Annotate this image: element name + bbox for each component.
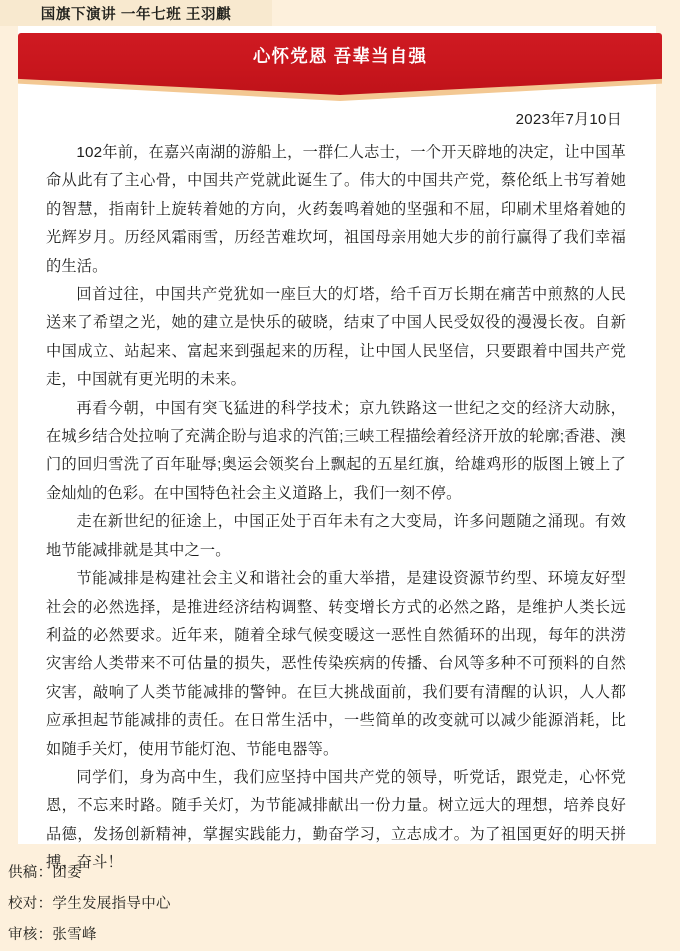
- article-body: [18, 108, 656, 878]
- credit-reviewer: 审核：张雪峰: [8, 927, 97, 943]
- banner-title-text: 心怀党恩 吾辈当自强: [252, 46, 428, 66]
- article-paragraph: 再看今朝，中国有突飞猛进的科学技术；京九铁路这一世纪之交的经济大动脉，在城乡结合处拉响了充满企盼与追求的汽笛;三峡工程描绘着经济开放的轮廓;香港、澳门的回归雪洗了百年耻辱;奥运会领奖台上飘起的五星红旗，给雄鸡形的版图上镀上了金灿灿的色彩。在中国特色社会主义道路上，我们一刻不停。: [46, 399, 626, 502]
- credit-contributor: 供稿：团委: [8, 865, 82, 881]
- article-paragraph: 节能减排是构建社会主义和谐社会的重大举措，是建设资源节约型、环境友好型社会的必然选择，是推进经济结构调整、转变增长方式的必然之路，是维护人类长远利益的必然要求。近年来，随着全球气候变暖这一恶性自然循环的出现，每年的洪涝灾害给人类带来不可估量的损失，恶性传染疾病的传播、台风等多种不可预料的自然灾害，敲响了人类节能减排的警钟。在巨大挑战面前，我们要有清醒的认识，人人都应承担起节能减排的责任。在日常生活中，一些简单的改变就可以减少能源消耗，比如随手关灯，使用节能灯泡、节能电器等。: [46, 570, 626, 758]
- article-date: 2023年7月10日: [515, 111, 622, 128]
- credit-proofreader: 校对：学生发展指导中心: [8, 896, 171, 912]
- credits-block: [0, 858, 680, 951]
- title-banner: [18, 33, 662, 101]
- article-source-tab: [0, 0, 272, 26]
- article-paragraph: 回首过往，中国共产党犹如一座巨大的灯塔，给千百万长期在痛苦中煎熬的人民送来了希望之光，她的建立是快乐的破晓，结束了中国人民受奴役的漫漫长夜。自新中国成立、站起来、富起来到强起来的历程，让中国人民坚信，只要跟着中国共产党走，中国就有更光明的未来。: [46, 286, 626, 389]
- article-source-label: 国旗下演讲 一年七班 王羽麒: [40, 6, 232, 23]
- article-paragraph: 102年前，在嘉兴南湖的游船上，一群仁人志士，一个开天辟地的决定，让中国革命从此有了主心骨，中国共产党就此诞生了。伟大的中国共产党，蔡伦纸上书写着她的智慧，指南针上旋转着她的方向，火药轰鸣着她的坚强和不屈，印刷术里烙着她的光辉岁月。历经风霜雨雪，历经苦难坎坷，祖国母亲用她大步的前行赢得了我们幸福的生活。: [46, 144, 626, 275]
- article-paragraph: 走在新世纪的征途上，中国正处于百年未有之大变局，许多问题随之涌现。有效地节能减排就是其中之一。: [46, 513, 626, 559]
- article-paragraph: 同学们，身为高中生，我们应坚持中国共产党的领导，听党话，跟党走，心怀党恩，不忘来时路。随手关灯，为节能减排献出一份力量。树立远大的理想，培养良好品德，发扬创新精神，掌握实践能力，勤奋学习，立志成才。为了祖国更好的明天拼搏、奋斗！: [46, 768, 626, 872]
